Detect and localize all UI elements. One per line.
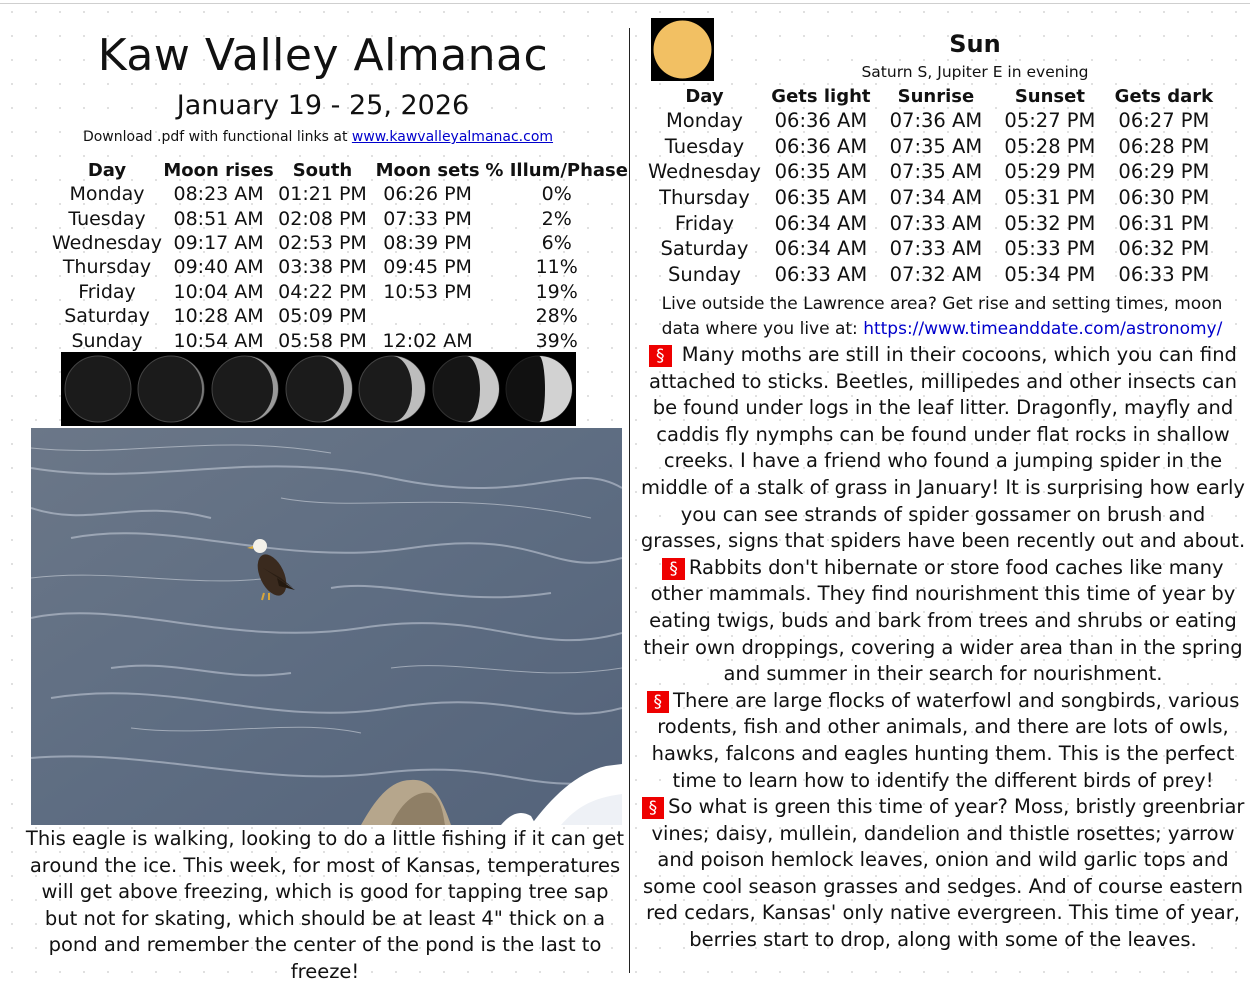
sunrise-cell: 07:36 AM bbox=[889, 109, 983, 133]
day-cell: Friday bbox=[78, 280, 136, 303]
sun-disc-icon bbox=[651, 18, 714, 81]
gets-dark-cell: 06:31 PM bbox=[1118, 211, 1210, 235]
note-paragraph bbox=[638, 688, 1248, 794]
moon-phase-icon bbox=[504, 354, 574, 424]
moon-phase-icon bbox=[136, 354, 206, 424]
table-row bbox=[648, 185, 1219, 211]
moon-phase-icon bbox=[431, 354, 501, 424]
download-text: Download .pdf with functional links at bbox=[82, 129, 352, 145]
moon-rise-cell: 09:17 AM bbox=[173, 231, 264, 254]
moon-set-cell: 12:02 AM bbox=[382, 329, 473, 352]
note-text: Rabbits don't hibernate or store food caches like many other mammals. They find nourishment this time of year by eating twigs, buds and bark from trees and shrubs or eating their own droppings, covering a wider area than in the spring and summer in their search for nourishment. bbox=[643, 555, 1243, 686]
table-row bbox=[648, 236, 1219, 262]
sunset-cell: 05:28 PM bbox=[1004, 134, 1096, 158]
table-row bbox=[52, 206, 628, 230]
gets-dark-cell: 06:29 PM bbox=[1118, 160, 1210, 184]
moon-rise-cell: 10:04 AM bbox=[173, 280, 264, 303]
gets-light-cell: 06:36 AM bbox=[774, 109, 868, 133]
gets-light-cell: 06:35 AM bbox=[774, 186, 868, 210]
moon-rise-cell: 08:51 AM bbox=[173, 207, 264, 230]
sun-heading: Sun bbox=[949, 30, 1001, 58]
day-cell: Tuesday bbox=[664, 134, 745, 158]
moon-south-cell: 02:53 PM bbox=[278, 231, 367, 254]
day-cell: Thursday bbox=[62, 256, 152, 279]
illum-cell: 6% bbox=[541, 231, 572, 254]
sunrise-cell: 07:35 AM bbox=[889, 160, 983, 184]
timeanddate-link[interactable]: https://www.timeanddate.com/astronomy/ bbox=[863, 318, 1223, 339]
section-marker: § bbox=[649, 345, 672, 367]
moon-south-cell: 02:08 PM bbox=[278, 207, 367, 230]
moon-phase-strip bbox=[61, 352, 576, 426]
moon-set-cell: 07:33 PM bbox=[383, 207, 472, 230]
moon-phase-icon bbox=[63, 354, 133, 424]
gets-dark-cell: 06:33 PM bbox=[1118, 262, 1210, 286]
sunset-cell: 05:33 PM bbox=[1004, 237, 1096, 261]
table-row bbox=[52, 280, 628, 304]
note-text: There are large flocks of waterfowl and songbirds, various rodents, fish and other animals, and there are lots of owls, hawks, falcons and eagles hunting them. This is the perfect time to learn how to identify the different birds of prey! bbox=[651, 688, 1240, 792]
illum-cell: 39% bbox=[535, 329, 578, 352]
moon-rise-cell: 10:54 AM bbox=[173, 329, 264, 352]
location-note bbox=[642, 292, 1242, 341]
table-row bbox=[648, 159, 1219, 185]
moon-phase-icon bbox=[210, 354, 280, 424]
moon-rise-cell: 10:28 AM bbox=[173, 305, 264, 328]
note-paragraph bbox=[638, 342, 1248, 555]
moon-table-header bbox=[52, 158, 628, 182]
col-moon-sets: Moon sets bbox=[375, 159, 480, 181]
day-cell: Monday bbox=[665, 109, 743, 133]
day-cell: Wednesday bbox=[52, 231, 163, 254]
col-sunset: Sunset bbox=[1014, 85, 1085, 107]
sunset-cell: 05:34 PM bbox=[1004, 262, 1096, 286]
moon-set-cell bbox=[370, 304, 486, 328]
day-cell: Friday bbox=[674, 211, 734, 235]
day-cell: Thursday bbox=[659, 186, 750, 210]
sunrise-cell: 07:35 AM bbox=[889, 134, 983, 158]
col-day: Day bbox=[87, 159, 127, 181]
moon-phase-icon bbox=[357, 354, 427, 424]
day-cell: Saturday bbox=[660, 237, 749, 261]
moon-south-cell: 05:09 PM bbox=[278, 305, 367, 328]
table-row bbox=[52, 182, 628, 206]
table-row bbox=[52, 328, 628, 352]
section-marker: § bbox=[642, 797, 665, 819]
sunset-cell: 05:29 PM bbox=[1004, 160, 1096, 184]
sunrise-cell: 07:32 AM bbox=[889, 262, 983, 286]
date-range: January 19 - 25, 2026 bbox=[176, 90, 470, 121]
sunrise-cell: 07:34 AM bbox=[889, 186, 983, 210]
download-link[interactable]: www.kawvalleyalmanac.com bbox=[351, 129, 554, 145]
moon-phase-image bbox=[282, 352, 356, 426]
illum-cell: 28% bbox=[535, 305, 578, 328]
col-gets-light: Gets light bbox=[771, 85, 871, 107]
almanac-title: Kaw Valley Almanac bbox=[97, 30, 549, 81]
sun-table bbox=[648, 84, 1219, 287]
day-cell: Saturday bbox=[64, 305, 150, 328]
gets-dark-cell: 06:30 PM bbox=[1118, 186, 1210, 210]
day-cell: Sunday bbox=[667, 262, 741, 286]
moon-south-cell: 05:58 PM bbox=[278, 329, 367, 352]
day-cell: Sunday bbox=[71, 329, 143, 352]
sunset-cell: 05:31 PM bbox=[1004, 186, 1096, 210]
note-text: So what is green this time of year? Moss, bristly greenbriar vines; daisy, mullein, dandelion and thistle rosettes; yarrow and poison hemlock leaves, onion and wild garlic tops and some cool season grasses and sedges. And of course eastern red cedars, Kansas' only native evergreen. This time of year, berries start to drop, along with some of the leaves. bbox=[642, 795, 1245, 952]
table-row bbox=[648, 134, 1219, 160]
col-illum-phase: % Illum/Phase bbox=[485, 159, 628, 181]
sunset-cell: 05:32 PM bbox=[1004, 211, 1096, 235]
moon-phase-image bbox=[429, 352, 503, 426]
gets-light-cell: 06:34 AM bbox=[774, 237, 868, 261]
gets-light-cell: 06:33 AM bbox=[774, 262, 868, 286]
column-divider bbox=[629, 28, 630, 973]
gets-dark-cell: 06:27 PM bbox=[1118, 109, 1210, 133]
moon-set-cell: 10:53 PM bbox=[383, 280, 472, 303]
col-gets-dark: Gets dark bbox=[1114, 85, 1214, 107]
moon-rise-cell: 09:40 AM bbox=[173, 256, 264, 279]
moon-south-cell: 04:22 PM bbox=[278, 280, 367, 303]
sun-icon bbox=[651, 18, 714, 81]
illum-cell: 11% bbox=[535, 256, 578, 279]
sunset-cell: 05:27 PM bbox=[1004, 109, 1096, 133]
gets-dark-cell: 06:28 PM bbox=[1118, 134, 1210, 158]
moon-set-cell: 06:26 PM bbox=[383, 183, 472, 206]
gets-dark-cell: 06:32 PM bbox=[1118, 237, 1210, 261]
moon-set-cell: 08:39 PM bbox=[383, 231, 472, 254]
moon-phase-image bbox=[208, 352, 282, 426]
moon-phase-image bbox=[502, 352, 576, 426]
note-text: Many moths are still in their cocoons, which you can find attached to sticks. Beetles, millipedes and other insects can be found under logs in the leaf litter. Dragonfly, mayfly and caddis fly nymphs can be found under flat rocks in shallow creeks. I have a friend who found a jumping spider in the middle of a stalk of grass in January! It is surprising how early you can see strands of spider gossamer on brush and grasses, signs that spiders have been recently out and about. bbox=[640, 343, 1246, 553]
illum-cell: 2% bbox=[541, 207, 572, 230]
illum-cell: 0% bbox=[541, 183, 572, 206]
moon-phase-image bbox=[61, 352, 135, 426]
location-text: Live outside the Lawrence area? Get rise and setting times, moon data where you live at: bbox=[661, 294, 1223, 339]
table-row bbox=[52, 255, 628, 279]
photo-caption: This eagle is walking, looking to do a little fishing if it can get around the ice. This week, for most of Kansas, temperatures will get above freezing, which is good for tapping tree sap but not for skating, which should be at least 4" thick on a pond and remember the center of the pond is the last to freeze! bbox=[25, 827, 625, 983]
gets-light-cell: 06:36 AM bbox=[774, 134, 868, 158]
moon-table bbox=[52, 158, 628, 353]
day-cell: Monday bbox=[69, 183, 145, 206]
nature-notes bbox=[638, 342, 1248, 954]
table-row bbox=[648, 108, 1219, 134]
day-cell: Wednesday bbox=[648, 160, 761, 184]
moon-set-cell: 09:45 PM bbox=[383, 256, 472, 279]
illum-cell: 19% bbox=[535, 280, 578, 303]
col-sunrise: Sunrise bbox=[897, 85, 975, 107]
table-row bbox=[648, 210, 1219, 236]
moon-south-cell: 01:21 PM bbox=[278, 183, 367, 206]
moon-phase-icon bbox=[284, 354, 354, 424]
planets-note: Saturn S, Jupiter E in evening bbox=[861, 63, 1089, 81]
gets-light-cell: 06:35 AM bbox=[774, 160, 868, 184]
section-marker: § bbox=[647, 691, 670, 713]
table-row bbox=[52, 231, 628, 255]
section-marker: § bbox=[662, 558, 685, 580]
col-day: Day bbox=[685, 85, 724, 107]
gets-light-cell: 06:34 AM bbox=[774, 211, 868, 235]
table-row bbox=[52, 304, 628, 328]
day-cell: Tuesday bbox=[68, 207, 146, 230]
note-paragraph bbox=[638, 555, 1248, 688]
moon-phase-image bbox=[135, 352, 209, 426]
download-line bbox=[0, 129, 636, 145]
col-south: South bbox=[292, 159, 353, 181]
eagle-photo bbox=[31, 428, 622, 825]
eagle-on-ice-image bbox=[31, 428, 622, 825]
moon-south-cell: 03:38 PM bbox=[278, 256, 367, 279]
moon-phase-image bbox=[355, 352, 429, 426]
note-paragraph bbox=[638, 794, 1248, 954]
sun-table-header bbox=[648, 84, 1219, 108]
sunrise-cell: 07:33 AM bbox=[889, 237, 983, 261]
moon-rise-cell: 08:23 AM bbox=[173, 183, 264, 206]
sunrise-cell: 07:33 AM bbox=[889, 211, 983, 235]
table-row bbox=[648, 262, 1219, 288]
right-column bbox=[632, 0, 1250, 975]
col-moon-rises: Moon rises bbox=[163, 159, 274, 181]
